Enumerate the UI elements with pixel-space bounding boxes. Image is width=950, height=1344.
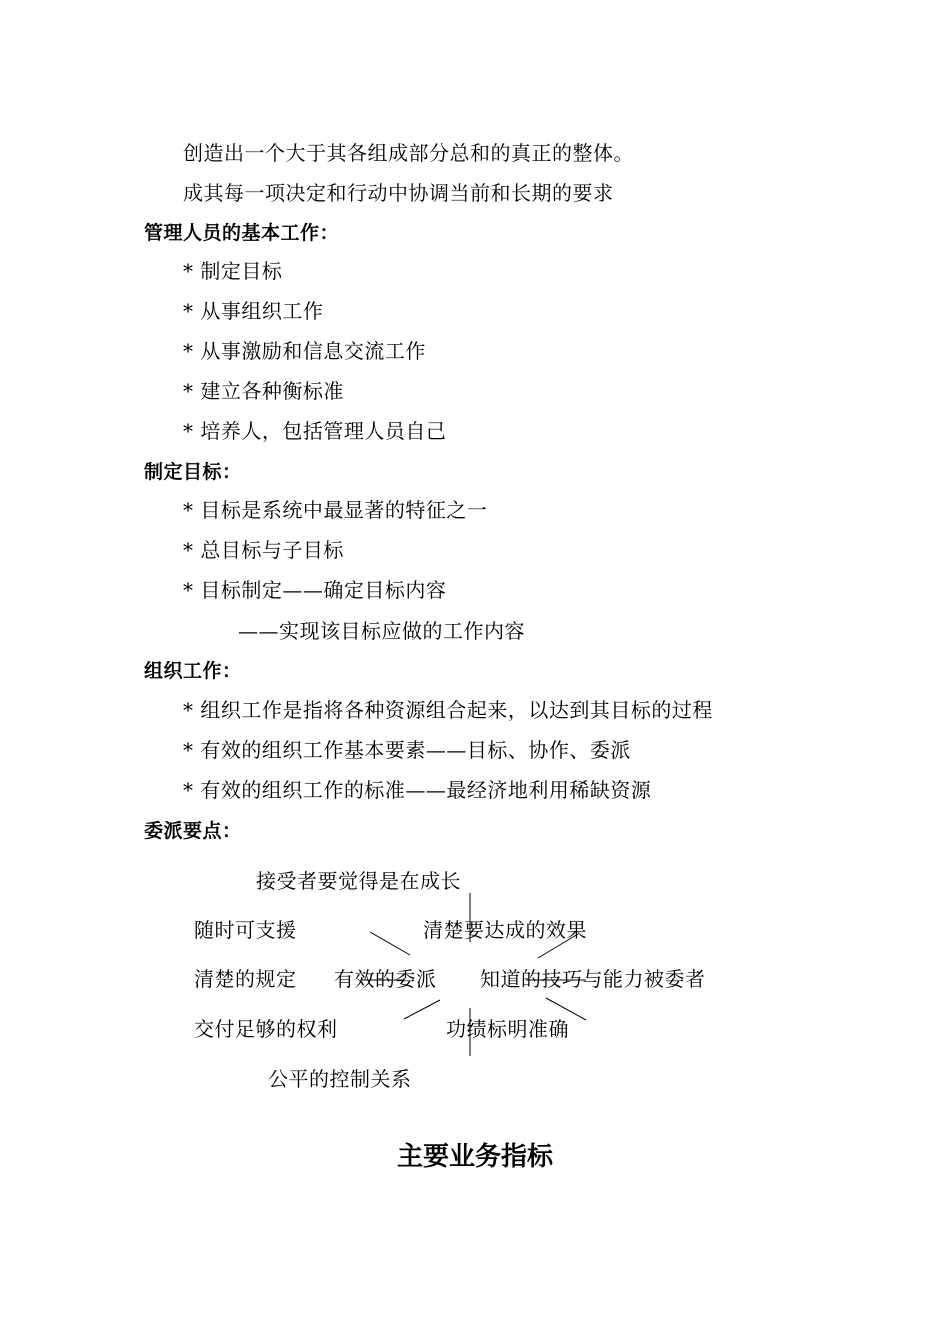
connector-line	[370, 932, 410, 955]
section-heading-set-goals: 制定目标：	[144, 461, 242, 483]
list-item: * 组织工作是指将各种资源组合起来，以达到其目标的过程	[183, 698, 713, 722]
connector-line	[404, 1000, 440, 1019]
section-heading-delegation: 委派要点：	[144, 820, 242, 842]
diagram-node-bottom-right: 功绩标明准确	[446, 1017, 569, 1041]
section-heading-basic-work: 管理人员的基本工作：	[144, 222, 340, 244]
section-heading-organize: 组织工作：	[144, 660, 242, 682]
list-item: * 有效的组织工作基本要素——目标、协作、委派	[183, 738, 631, 762]
intro-line-1: 创造出一个大于其各组成部分总和的真正的整体。	[183, 141, 634, 165]
list-item: * 建立各种衡标准	[183, 379, 344, 403]
diagram-node-bottom-left: 交付足够的权利	[194, 1017, 338, 1041]
page-title: 主要业务指标	[396, 1142, 553, 1172]
diagram-node-bottom: 公平的控制关系	[268, 1067, 412, 1091]
list-item-continuation: ——实现该目标应做的工作内容	[238, 619, 525, 643]
list-item: * 制定目标	[183, 259, 283, 283]
list-item: * 从事组织工作	[183, 299, 324, 323]
list-item: * 目标制定——确定目标内容	[183, 578, 447, 602]
list-item: * 总目标与子目标	[183, 538, 344, 562]
diagram-node-left: 清楚的规定	[194, 967, 297, 991]
diagram-center: 有效的委派	[334, 967, 437, 991]
intro-line-2: 成其每一项决定和行动中协调当前和长期的要求	[183, 181, 614, 205]
list-item: * 从事激励和信息交流工作	[183, 339, 426, 363]
list-item: * 培养人，包括管理人员自己	[183, 419, 447, 443]
diagram-node-top: 接受者要觉得是在成长	[256, 869, 461, 893]
diagram-node-top-left: 随时可支援	[194, 918, 297, 942]
list-item: * 有效的组织工作的标准——最经济地利用稀缺资源	[183, 778, 652, 802]
diagram-node-right: 知道的技巧与能力被委者	[480, 967, 706, 991]
list-item: * 目标是系统中最显著的特征之一	[183, 498, 488, 522]
diagram-node-top-right: 清楚要达成的效果	[423, 918, 587, 942]
